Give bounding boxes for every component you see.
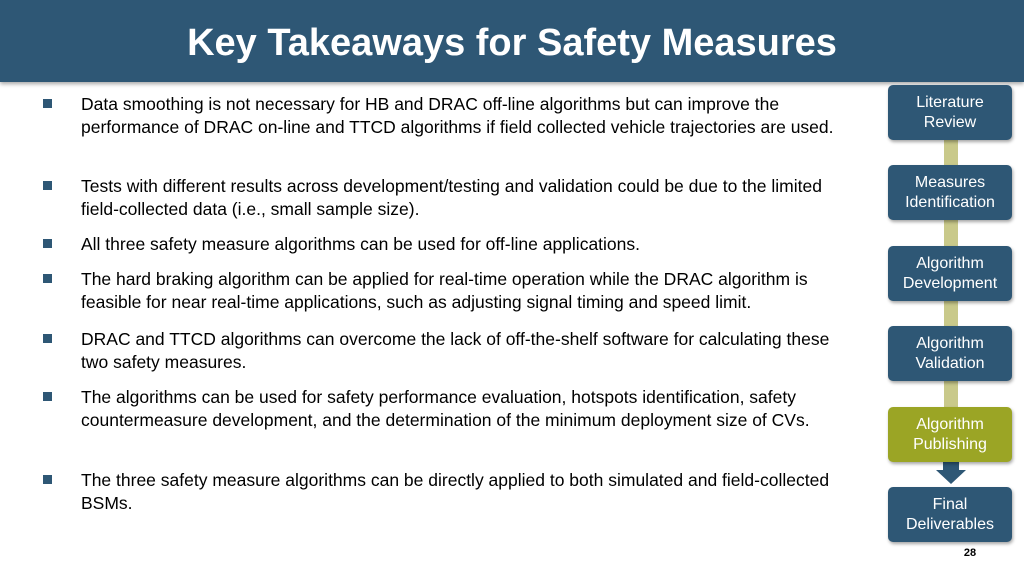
step-connector xyxy=(944,381,958,407)
process-stepper xyxy=(886,84,1014,544)
bullet-square-icon xyxy=(43,475,52,484)
step-label: Algorithm Development xyxy=(902,254,998,292)
bullet-text: All three safety measure algorithms can be used for off-line applications. xyxy=(81,234,641,254)
step-label: Algorithm Validation xyxy=(915,334,985,372)
step-label: Final Deliverables xyxy=(905,495,995,533)
bullet-square-icon xyxy=(43,274,52,283)
bullet-square-icon xyxy=(43,334,52,343)
slide-title: Key Takeaways for Safety Measures xyxy=(187,22,837,64)
title-banner xyxy=(0,0,1024,82)
bullet-text: The algorithms can be used for safety performance evaluation, hotspots identification, safety countermeasure development, and the determination of the minimum deployment size of CVs. xyxy=(81,387,810,430)
step-algorithm-development xyxy=(888,246,1012,301)
arrow-down-icon xyxy=(936,470,966,484)
step-algorithm-validation xyxy=(888,326,1012,381)
step-connector xyxy=(944,139,958,165)
step-connector xyxy=(944,301,958,327)
bullet-text: Data smoothing is not necessary for HB and DRAC off-line algorithms but can improve the performance of DRAC on-line and TTCD algorithms if field collected vehicle trajectories are used. xyxy=(81,94,834,137)
step-label: Measures Identification xyxy=(905,173,995,211)
bullet-square-icon xyxy=(43,99,52,108)
step-label: Literature Review xyxy=(916,93,984,131)
step-label: Algorithm Publishing xyxy=(913,415,987,453)
step-connector xyxy=(944,220,958,246)
step-measures-identification xyxy=(888,165,1012,220)
bullet-text: DRAC and TTCD algorithms can overcome the lack of off-the-shelf software for calculating these two safety measures. xyxy=(81,329,830,372)
step-final-deliverables xyxy=(888,487,1012,542)
bullet-text: Tests with different results across development/testing and validation could be due to the limited field-collected data (i.e., small sample size). xyxy=(81,176,822,219)
bullet-square-icon xyxy=(43,239,52,248)
bullet-text: The three safety measure algorithms can be directly applied to both simulated and field-collected BSMs. xyxy=(81,470,830,513)
bullet-text: The hard braking algorithm can be applied for real-time operation while the DRAC algorithm is feasible for near real-time applications, such as adjusting signal timing and speed limit. xyxy=(81,269,808,312)
bullet-square-icon xyxy=(43,392,52,401)
step-literature-review xyxy=(888,85,1012,140)
page-number: 28 xyxy=(963,547,977,559)
bullet-square-icon xyxy=(43,181,52,190)
step-algorithm-publishing xyxy=(888,407,1012,462)
